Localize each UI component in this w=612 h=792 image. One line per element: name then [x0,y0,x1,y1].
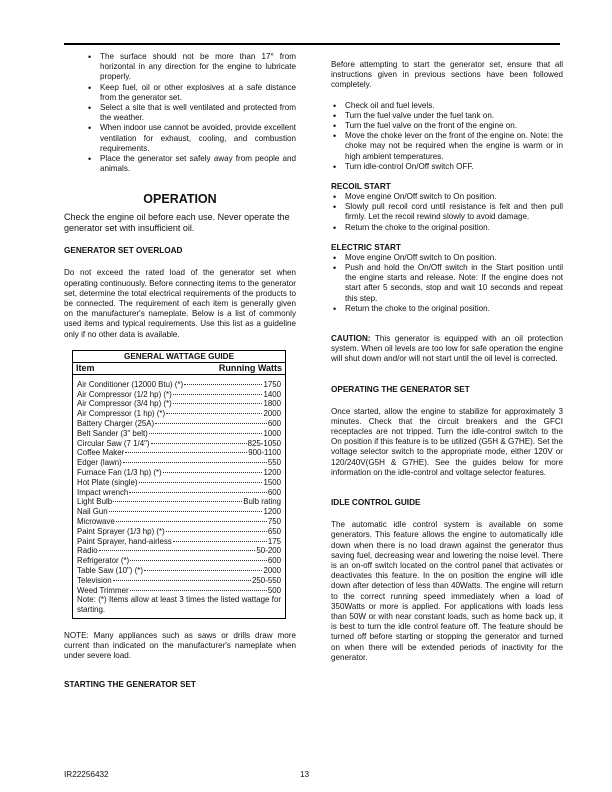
table-row [77,517,281,527]
recoil-bullets [331,192,563,233]
wattage-value: Bulb rating [243,497,281,507]
wattage-value: 750 [267,517,281,527]
table-row [77,537,281,547]
table-row [77,507,281,517]
wattage-item-name: Air Conditioner (12000 Btu) (*) [77,379,184,389]
idle-text: The automatic idle control system is available on some generators. This feature allows the engine to automatically idle down when there is no load drawn against the generator thus saving fuel, decreasing wear and lowering the noise level. There is an on-off switch located on the control panel that activates or deactivates this feature. In the on position the engine will idle down after detection of less than 40Watts. The engine will return to the correct running speed immediately when a load of 350Watts or more is applied. For applications with loads less than 50W or with near constant loads, such as home back up, it is best to turn the idle control feature off. The feature should be turned off before starting or stopping the generator and turned on when there will be extended periods of inactivity for the generator. [331,520,563,662]
wattage-value: 1200 [263,507,281,517]
dot-leader [173,541,267,542]
dot-leader [139,482,263,483]
wattage-value: 600 [267,556,281,566]
dot-leader [113,580,251,581]
list-item: • Place the generator set safely away from people and animals. [64,154,296,174]
start-bullets [331,101,563,172]
column-header-watts: Running Watts [218,362,282,373]
document-number: IR22256432 [64,770,109,779]
caution-paragraph [331,334,563,365]
list-item: • Turn the fuel valve under the fuel tank on. [331,111,563,121]
column-header-item: Item [76,362,95,373]
dot-leader [109,511,263,512]
operation-title: OPERATION [143,192,217,207]
wattage-value: 550 [267,458,281,468]
wattage-item-name: Air Compressor (3/4 hp) (*) [77,399,172,409]
wattage-item-name: Table Saw (10") (*) [77,566,143,575]
table-row [77,488,281,498]
table-row [77,527,281,537]
overload-text: Do not exceed the rated load of the generator set when operating continuously. Before connecting items to the generator set, determine the total electrical requirements of the products to be connected. The requirement of each item is generally given on the manufacturer's nameplate. Below is a list of commonly used items and typical requirements. Use this list as a guideline only if no other data is available. [64,268,296,339]
caution-label: CAUTION: [331,334,371,344]
wattage-item-name: Edger (lawn) [77,458,122,468]
wattage-value: 175 [267,536,281,546]
page-number: 13 [300,770,310,779]
wattage-item-name: Impact wrench [77,487,129,497]
wattage-item-name: Hot Plate (single) [77,477,138,487]
right-column [331,60,563,663]
list-item: • Move engine On/Off switch to On position. [331,192,563,202]
list-item: • The surface should not be more than 17° from horizontal in any direction for the engine to lubricate properly. [64,52,296,83]
dot-leader [130,590,267,591]
list-item: • When indoor use cannot be avoided, provide excellent ventilation for exhaust, cooling, and combustion requirements. [64,123,296,154]
dot-leader [123,462,267,463]
dot-leader [166,531,267,532]
table-row [77,468,281,478]
idle-heading: IDLE CONTROL GUIDE [331,498,421,508]
dot-leader [173,394,263,395]
wattage-value: 650 [267,526,281,536]
site-bullets [64,52,296,174]
wattage-item-name: Refrigerator (*) [77,556,130,566]
wattage-item-name: Television [77,575,112,585]
table-row [77,439,281,449]
wattage-item-name: Battery Charger (25A) [77,419,155,429]
table-row [77,409,281,419]
table-row [77,556,281,566]
wattage-value: 600 [267,487,281,497]
dot-leader [99,550,256,551]
list-item: • Check oil and fuel levels. [331,101,563,111]
wattage-item-name: Air Compressor (1/2 hp) (*) [77,389,172,399]
appliance-note: NOTE: Many appliances such as saws or drills draw more current than indicated on the manufacturer's nameplate when under severe load. [64,630,296,661]
table-row [77,576,281,586]
table-row [77,458,281,468]
wattage-item-name: Belt Sander (3" belt) [77,428,148,438]
left-column [64,52,296,690]
table-row [77,448,281,458]
table-row [77,497,281,507]
list-item: • Select a site that is well ventilated and protected from the weather. [64,103,296,123]
dot-leader [130,560,267,561]
dot-leader [113,501,242,502]
header-rule [64,43,560,45]
wattage-item-name: Circular Saw (7 1/4") [77,438,150,448]
wattage-guide-header [73,363,285,375]
wattage-value: 1200 [263,468,281,478]
wattage-value: 250-550 [252,575,281,585]
wattage-item-name: Paint Sprayer (1/3 hp) (*) [77,526,165,536]
wattage-item-name: Coffee Maker [77,448,125,458]
list-item: • Keep fuel, oil or other explosives at a safe distance from the generator set. [64,83,296,103]
operation-intro: Check the engine oil before each use. Never operate the generator set with insufficient oil. [64,212,290,234]
list-item: • Push and hold the On/Off switch in the Start position until the engine starts and release. Note: If the engine does not start after 5 seconds, stop and wait 10 seconds and repeat this step. [331,263,563,304]
table-row [77,429,281,439]
wattage-value: 600 [267,419,281,429]
dot-leader [166,413,262,414]
wattage-value: 1400 [263,389,281,399]
dot-leader [163,472,263,473]
overload-heading: GENERATOR SET OVERLOAD [64,246,183,256]
dot-leader [151,443,247,444]
wattage-item-name: Paint Sprayer, hand-airless [77,536,172,546]
dot-leader [144,570,262,571]
recoil-heading: RECOIL START [331,182,391,192]
wattage-item-name: Air Compressor (1 hp) (*) [77,409,166,419]
list-item: • Turn idle-control On/Off switch OFF. [331,162,563,172]
wattage-guide-title: GENERAL WATTAGE GUIDE [73,351,285,363]
wattage-value: 1800 [263,399,281,409]
wattage-item-name: Light Bulb [77,497,113,507]
wattage-note: Note: (*) Items allow at least 3 times the listed wattage for starting. [77,595,281,615]
wattage-value: 2000 [263,566,281,575]
dot-leader [184,384,262,385]
wattage-value: 825-1050 [247,438,281,448]
list-item: • Turn the fuel valve on the front of the engine on. [331,121,563,131]
operating-heading: OPERATING THE GENERATOR SET [331,384,470,394]
wattage-value: 500 [267,585,281,595]
wattage-item-name: Furnace Fan (1/3 hp) (*) [77,468,162,478]
table-row [77,390,281,400]
dot-leader [149,433,263,434]
wattage-item-name: Weed Trimmer [77,585,129,595]
table-row [77,546,281,556]
dot-leader [155,423,267,424]
electric-bullets [331,253,563,314]
list-item: • Return the choke to the original position. [331,304,563,314]
dot-leader [125,452,247,453]
list-item: • Move the choke lever on the front of the engine on. Note: the choke may not be required when the engine is warm or in high ambient temperatures. [331,131,563,162]
operating-text: Once started, allow the engine to stabilize for approximately 3 minutes. Check that the circuit breakers and the GFCI receptacles are not tripped. Turn the idle-control switch to the On position if this feature is to be utilized (G5H & G7HE). Set the voltage selector switch to the appropriate mode, either 120V or 120/240V(G5H & G7HE). See the guides below for more information on the idle-control and voltage selector features. [331,406,563,477]
electric-heading: ELECTRIC START [331,242,401,252]
wattage-value: 50-200 [256,546,281,556]
wattage-value: 1500 [263,477,281,487]
dot-leader [173,403,263,404]
start-intro: Before attempting to start the generator set, ensure that all instructions given in previous sections have been followed completely. [331,60,563,90]
wattage-value: 900-1100 [248,448,281,458]
table-row [77,380,281,390]
wattage-item-name: Nail Gun [77,507,108,517]
table-row [77,419,281,429]
list-item: • Return the choke to the original position. [331,223,563,233]
wattage-value: 1750 [263,379,281,389]
table-row [77,566,281,576]
list-item: • Slowly pull recoil cord until resistance is felt and then pull firmly. Let the recoil rewind slowly to avoid damage. [331,202,563,222]
wattage-item-name: Microwave [77,517,115,527]
table-row [77,586,281,596]
wattage-rows [73,375,285,618]
caution-text: This generator is equipped with an oil protection system. When oil levels are too low for safe operation the engine will shut down and/or will not start until the oil level is corrected. [331,334,563,364]
table-row [77,399,281,409]
wattage-value: 1000 [263,428,281,438]
wattage-value: 2000 [263,409,281,419]
table-row [77,478,281,488]
list-item: • Move engine On/Off switch to On position. [331,253,563,263]
starting-heading: STARTING THE GENERATOR SET [64,679,196,689]
dot-leader [116,521,267,522]
wattage-guide-table [72,350,286,619]
dot-leader [129,492,267,493]
wattage-item-name: Radio [77,546,98,556]
